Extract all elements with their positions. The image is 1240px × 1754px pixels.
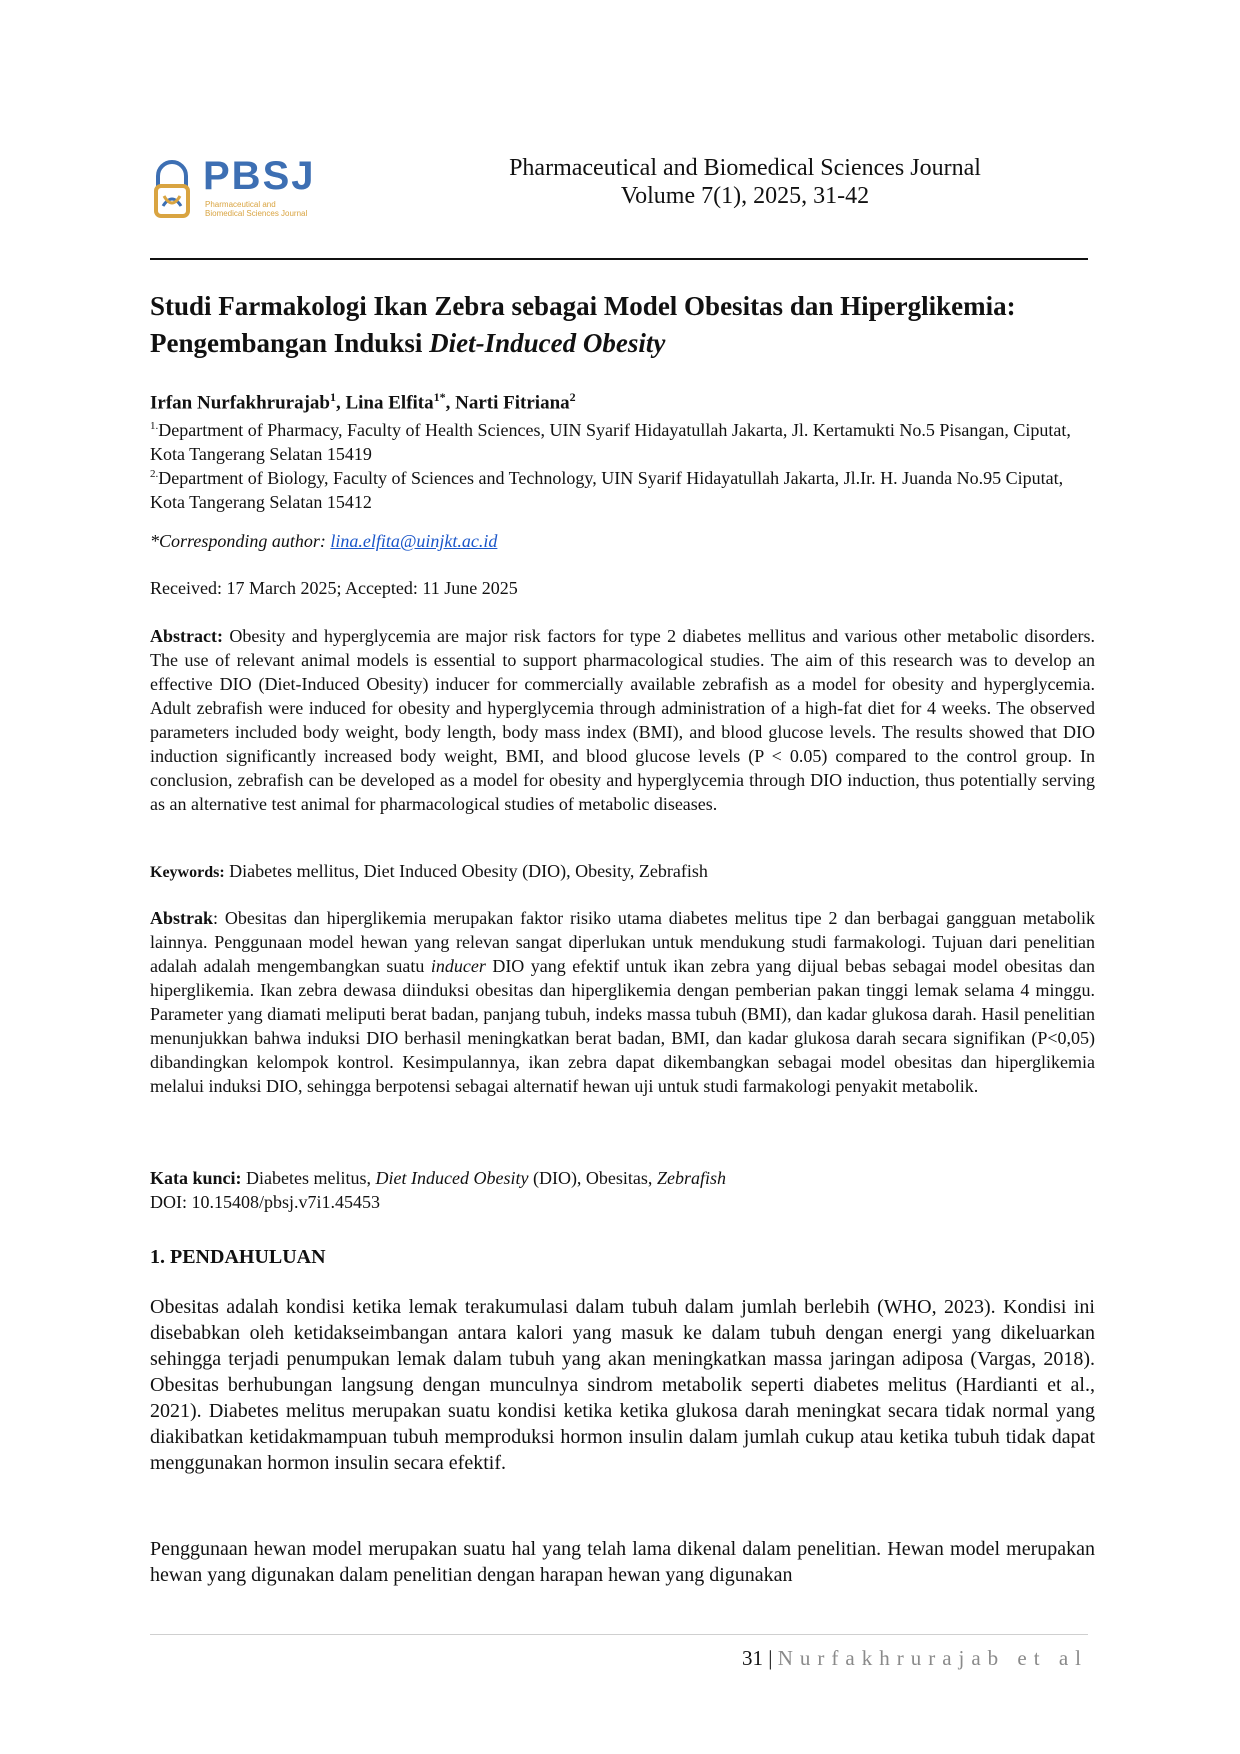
author-name: Narti Fitriana (455, 392, 570, 414)
body-paragraph-1: Obesitas adalah kondisi ketika lemak terakumulasi dalam tubuh dalam jumlah berlebih (WHO, 2023). Kondisi ini disebabkan oleh ketidakseimbangan antara kalori yang masuk ke dalam tubuh dengan energi yang dikeluarkan sehingga terjadi penumpukan lemak dalam tubuh yang akan meningkatkan massa jaringan adiposa (Vargas, 2018). Obesitas berhubungan langsung dengan munculnya sindrom metabolik seperti diabetes melitus (Hardianti et al., 2021). Diabetes melitus merupakan suatu kondisi ketika ketika glukosa darah meningkat secara tidak normal yang diakibatkan ketidakmampuan tubuh memproduksi hormon insulin dalam jumlah cukup atau ketika tubuh tidak dapat menggunakan hormon insulin secara efektif. (150, 1296, 1095, 1474)
abstract-label: Abstract: (150, 626, 223, 646)
author-sup: 1 (329, 390, 336, 404)
author-sup: 1* (433, 390, 446, 404)
affiliation-sup: 2. (150, 468, 159, 480)
title-line-2 (150, 325, 1095, 362)
affiliation-2 (150, 462, 1095, 514)
abstract-text: Obesity and hyperglycemia are major risk factors for type 2 diabetes mellitus and various other metabolic disorders. The use of relevant animal models is essential to support pharmacological studies. The aim of this research was to develop an effective DIO (Diet-Induced Obesity) inducer for commercially available zebrafish as a model for obesity and hyperglycemia. Adult zebrafish were induced for obesity and hyperglycemia through administration of a high-fat diet for 4 weeks. The observed parameters included body weight, body length, body mass index (BMI), and blood glucose levels. The results showed that DIO induction significantly increased body weight, BMI, and blood glucose levels (P < 0.05) compared to the control group. In conclusion, zebrafish can be developed as a model for obesity and hyperglycemia through DIO induction, thus potentially serving as an alternative test animal for pharmacological studies of metabolic diseases. (150, 626, 1095, 814)
affiliation-text: Department of Biology, Faculty of Sciences and Technology, UIN Syarif Hidayatullah Jakarta, Jl.Ir. H. Juanda No.95 Ciputat, Kota Tangerang Selatan 15412 (150, 468, 1064, 512)
kata-kunci-italic: Zebrafish (656, 1168, 726, 1188)
author-sup: 2 (569, 390, 576, 404)
paper-title (150, 288, 1095, 362)
kata-kunci-label: Kata kunci: (150, 1168, 242, 1188)
journal-name: Pharmaceutical and Biomedical Sciences Journal (509, 155, 981, 181)
affiliation-sup: 1. (150, 420, 159, 432)
page-number: 31 (742, 1646, 764, 1670)
header-rule (150, 258, 1088, 260)
author-name: Irfan Nurfakhrurajab (150, 392, 330, 414)
title-text: Pengembangan Induksi (150, 328, 430, 358)
author-name: Lina Elfita (345, 392, 434, 414)
keywords (150, 861, 708, 882)
body-paragraph-2: Penggunaan hewan model merupakan suatu hal yang telah lama dikenal dalam penelitian. Hewan model merupakan hewan yang digunakan dalam penelitian dengan harapan hewan yang digunakan (150, 1538, 1095, 1586)
abstrak-italic: inducer (430, 956, 486, 976)
footer-rule (150, 1634, 1088, 1635)
abstrak-text: : Obesitas dan hiperglikemia merupakan faktor risiko utama diabetes melitus tipe 2 dan berbagai gangguan metabolik lainnya. Penggunaan model hewan yang relevan sangat diperlukan untuk mendukung studi farmakologi. Tujuan dari penelitian adalah adalah mengembangkan suatu (150, 908, 1095, 976)
abstrak-label: Abstrak (150, 908, 214, 928)
author-sep: , (335, 392, 346, 414)
footer-separator: | (763, 1646, 778, 1670)
journal-header (420, 154, 1070, 210)
abstract-paragraph (150, 624, 1095, 816)
corresponding-author (150, 531, 497, 552)
abstrak-paragraph (150, 906, 1095, 1098)
kata-kunci-text: Diabetes melitus, (241, 1168, 376, 1188)
kata-kunci-text: (DIO), Obesitas, (528, 1168, 657, 1188)
running-author: Nurfakhrurajab et al (777, 1646, 1088, 1670)
kata-kunci-italic: Diet Induced Obesity (375, 1168, 529, 1188)
affiliation-text: Department of Pharmacy, Faculty of Health Sciences, UIN Syarif Hidayatullah Jakarta, Jl. Kertamukti No.5 Pisangan, Ciputat, Kota Tangerang Selatan 15419 (150, 420, 1071, 464)
author-list (150, 390, 576, 414)
keywords-text: Diabetes mellitus, Diet Induced Obesity (DIO), Obesity, Zebrafish (224, 861, 708, 881)
page-footer (150, 1646, 1088, 1671)
journal-volume: Volume 7(1), 2025, 31-42 (620, 183, 870, 209)
keywords-label: Keywords: (150, 864, 225, 881)
doi: DOI: 10.15408/pbsj.v7i1.45453 (150, 1192, 381, 1212)
title-italic: Diet-Induced Obesity (429, 328, 666, 358)
corresponding-email-link[interactable]: lina.elfita@uinjkt.ac.id (330, 531, 498, 551)
title-line-1: Studi Farmakologi Ikan Zebra sebagai Model Obesitas dan Hiperglikemia: (150, 291, 1016, 321)
affiliation-1 (150, 414, 1095, 466)
abstrak-text: DIO yang efektif untuk ikan zebra yang dijual bebas sebagai model obesitas dan hiperglikemia. Ikan zebra dewasa diinduksi obesitas dan hiperglikemia dengan pemberian pakan tinggi lemak selama 4 minggu. Parameter yang diamati meliputi berat badan, panjang tubuh, indeks massa tubuh (BMI), dan kadar glukosa darah. Hasil penelitian menunjukkan bahwa induksi DIO berhasil meningkatkan berat badan, BMI, dan kadar glukosa darah secara signifikan (P<0,05) dibandingkan kelompok kontrol. Kesimpulannya, ikan zebra dapat dikembangkan sebagai model obesitas dan hiperglikemia melalui induksi DIO, sehingga berpotensi sebagai alternatif hewan uji untuk studi farmakologi penyakit metabolik. (150, 956, 1095, 1096)
author-sep: , (445, 392, 456, 414)
logo-tagline: Pharmaceutical and Biomedical Sciences Journal (205, 200, 308, 218)
section-heading: 1. PENDAHULUAN (150, 1246, 326, 1268)
corresponding-label: *Corresponding author: (150, 531, 331, 551)
logo-wordmark: PBSJ (203, 154, 316, 198)
kata-kunci (150, 1168, 726, 1189)
received-dates: Received: 17 March 2025; Accepted: 11 June 2025 (150, 578, 518, 598)
